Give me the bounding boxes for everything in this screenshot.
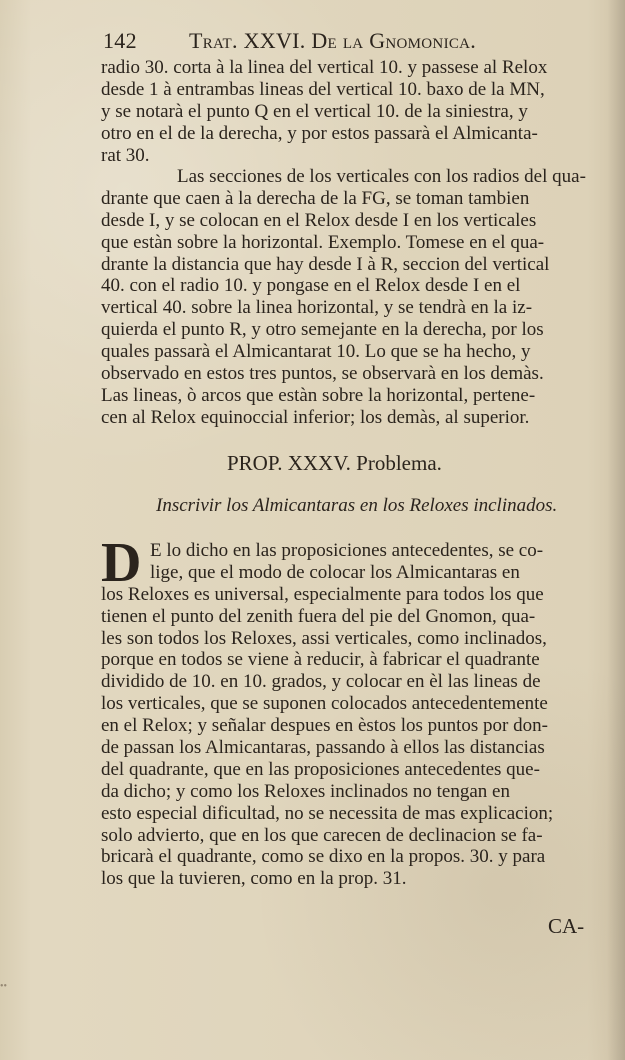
- text-line: tienen el punto del zenith fuera del pie del Gnomon, qua-: [101, 605, 536, 627]
- margin-mark: ••: [0, 981, 8, 992]
- text-line: desde I, y se colocan en el Relox desde I en los verticales: [101, 209, 537, 231]
- text-line: otro en el de la derecha, y por estos passarà el Almicanta-: [101, 122, 538, 144]
- text-line: bricarà el quadrante, como se dixo en la propos. 30. y para: [101, 846, 546, 868]
- text-line: vertical 40. sobre la linea horizontal, y se tendrà en la iz-: [101, 297, 533, 319]
- running-head: Trat. XXVI. De la Gnomonica.: [189, 28, 477, 53]
- catchword: CA-: [548, 914, 585, 938]
- text-line: drante que caen à la derecha de la FG, se toman tambien: [101, 187, 530, 209]
- text-line: los verticales, que se suponen colocados antecedentemente: [101, 693, 548, 715]
- drop-cap: D: [101, 532, 142, 594]
- text-line: Las secciones de los verticales con los radios del qua-: [177, 166, 586, 187]
- text-line: que estàn sobre la horizontal. Exemplo. Tomese en el qua-: [101, 231, 545, 253]
- text-line: radio 30. corta à la linea del vertical 10. y passese al Relox: [101, 57, 548, 78]
- text-line: les son todos los Reloxes, assi verticales, como inclinados,: [101, 627, 547, 649]
- text-line: porque en todos se viene à reducir, à fabricar el quadrante: [101, 649, 540, 671]
- text-line: de passan los Almicantaras, passando à ellos las distancias: [101, 737, 545, 759]
- text-line: y se notarà el punto Q en el vertical 10. de la siniestra, y: [101, 100, 528, 122]
- text-line: da dicho; y como los Reloxes inclinados no tengan en: [101, 780, 510, 802]
- text-line: lige, que el modo de colocar los Almicantaras en: [150, 561, 520, 583]
- text-line: quierda el punto R, y otro semejante en la derecha, por los: [101, 319, 544, 341]
- text-line: drante la distancia que hay desde I à R, seccion del vertical: [101, 253, 550, 275]
- text-line: quales passarà el Almicantarat 10. Lo que se ha hecho, y: [101, 341, 531, 363]
- text-line: E lo dicho en las proposiciones antecedentes, se co-: [150, 540, 544, 561]
- text-line: rat 30.: [101, 144, 150, 166]
- proposition-title: PROP. XXXV. Problema.: [227, 451, 442, 475]
- text-line: dividido de 10. en 10. grados, y colocar en èl las lineas de: [101, 671, 541, 693]
- paragraph-1: [101, 57, 612, 166]
- text-line: cen al Relox equinoccial inferior; los demàs, al superior.: [101, 406, 530, 428]
- text-line: los Reloxes es universal, especialmente para todos los que: [101, 583, 544, 605]
- proposition-subtitle: Inscrivir los Almicantaras en los Reloxes inclinados.: [156, 495, 558, 516]
- text-line: los que la tuvieren, como en la prop. 31.: [101, 868, 407, 890]
- text-line: Las lineas, ò arcos que estàn sobre la horizontal, pertene-: [101, 384, 536, 406]
- text-line: en el Relox; y señalar despues en èstos los puntos por don-: [101, 715, 548, 737]
- text-line: esto especial dificultad, no se necessita de mas explicacion;: [101, 802, 554, 824]
- text-line: solo advierto, que en los que carecen de declinacion se fa-: [101, 824, 543, 846]
- page-edge-shadow: [607, 0, 625, 1060]
- text-line: del quadrante, que en las proposiciones antecedentes que-: [101, 758, 540, 780]
- text-line: desde 1 à entrambas lineas del vertical 10. baxo de la MN,: [101, 78, 545, 100]
- text-line: observado en estos tres puntos, se observarà en los demàs.: [101, 363, 544, 385]
- text-line: 40. con el radio 10. y pongase en el Relox desde I en el: [101, 275, 521, 297]
- paragraph-3: [101, 532, 612, 890]
- page-header: [103, 27, 548, 55]
- paragraph-2: [101, 166, 612, 429]
- page-number: 142: [103, 28, 137, 53]
